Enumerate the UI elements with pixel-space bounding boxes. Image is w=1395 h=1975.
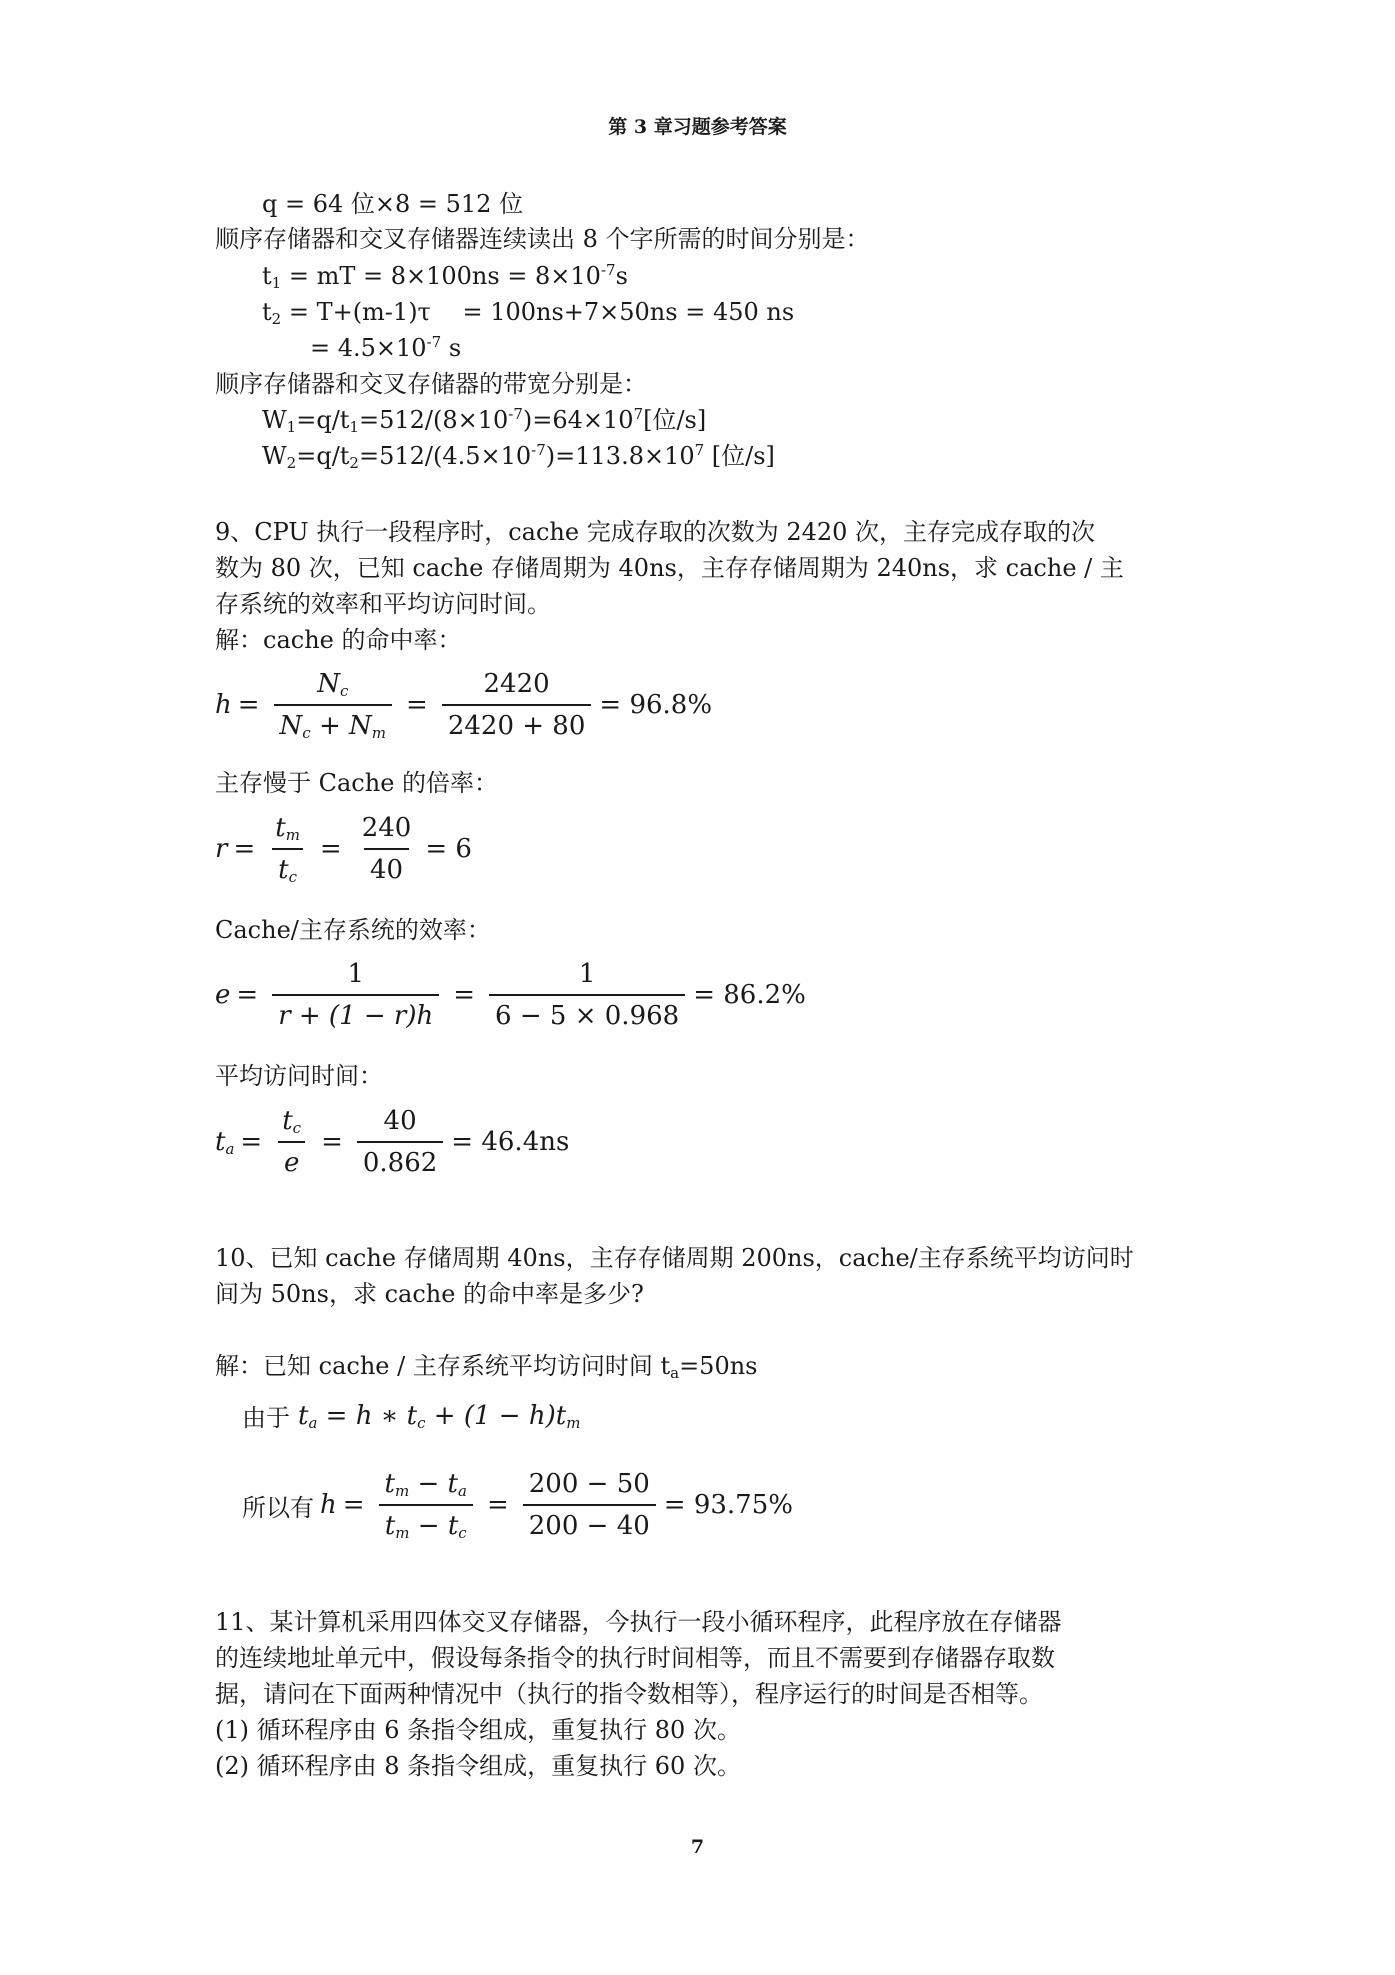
t2-formula: $t_2 = T+(m-1)\tau$ = 100ns+7×50ns = 450 ns xyxy=(262,298,795,328)
q9-solution-label: 解：cache 的命中率： xyxy=(215,626,462,654)
ratio-equation: r = $\frac{t_m}{t_c}$ = $\frac{240}{40}$ = 6 xyxy=(215,813,472,886)
q11-text-line1: 11、某计算机采用四体交叉存储器，今执行一段小循环程序，此程序放在存储器 xyxy=(215,1608,1062,1636)
q10-text-line1: 10、已知 cache 存储周期 40ns，主存存储周期 200ns，cache/主存系统平均访问时 xyxy=(215,1244,1134,1272)
avg-time-equation: $t_a$ = $\frac{t_c}{e}$ = $\frac{40}{0.862}$ = 46.4ns xyxy=(215,1106,570,1178)
q9-text-line3: 存系统的效率和平均访问时间。 xyxy=(215,590,551,618)
t2-result: = $4.5\times 10^{-7}$ s xyxy=(310,333,462,362)
t1-formula: $t_1$ = mT = $8\times 100ns = 8\times 10^{-7}s$ xyxy=(262,261,628,292)
q11-option-1: (1) 循环程序由 6 条指令组成，重复执行 80 次。 xyxy=(215,1716,741,1744)
q11-text-line2: 的连续地址单元中，假设每条指令的执行时间相等，而且不需要到存储器存取数 xyxy=(215,1644,1055,1672)
efficiency-label: Cache/主存系统的效率： xyxy=(215,916,491,944)
hit-rate-solution: 所以有 h = $\frac{t_m - t_a}{t_m - t_c}$ = $\frac{200 - 50}{200 - 40}$ = 93.75% xyxy=(242,1469,793,1542)
avg-time-label: 平均访问时间： xyxy=(215,1062,383,1090)
q9-text-line1: 9、CPU 执行一段程序时，cache 完成存取的次数为 2420 次，主存完成存取的次 xyxy=(215,518,1096,546)
page-number: 7 xyxy=(690,1836,705,1858)
ratio-label: 主存慢于 Cache 的倍率： xyxy=(215,769,499,797)
efficiency-equation: e = $\frac{1}{r + (1 - r)h}$ = $\frac{1}{6 - 5 \times 0.968}$ = 86.2% xyxy=(215,959,806,1031)
w2-formula: $W_2=q/t_2=512/(4.5\times 10^{-7})=113.8\times 10^7$ [位/s] xyxy=(262,441,775,472)
q-value: q = 64 位×8 = 512 位 xyxy=(262,190,524,218)
q11-option-2: (2) 循环程序由 8 条指令组成，重复执行 60 次。 xyxy=(215,1752,741,1780)
q9-text-line2: 数为 80 次，已知 cache 存储周期为 40ns，主存存储周期为 240ns，求 cache / 主 xyxy=(215,554,1124,582)
time-intro: 顺序存储器和交叉存储器连续读出 8 个字所需的时间分别是： xyxy=(215,225,870,253)
w1-formula: $W_1=q/t_1=512/(8\times 10^{-7})=64\times 10^7$[位/s] xyxy=(262,405,707,436)
bandwidth-intro: 顺序存储器和交叉存储器的带宽分别是： xyxy=(215,370,647,398)
chapter-header: 第 3 章习题参考答案 xyxy=(608,116,787,138)
avg-time-formula: 由于 $t_a = h$ ∗ $t_c + (1 - h)t_m$ xyxy=(242,1400,581,1432)
hit-rate-equation: h = $\frac{N_c}{N_c + N_m}$ = $\frac{2420}{2420 + 80}$ = 96.8% xyxy=(215,669,713,742)
q10-text-line2: 间为 50ns，求 cache 的命中率是多少? xyxy=(215,1280,644,1308)
q11-text-line3: 据，请问在下面两种情况中（执行的指令数相等），程序运行的时间是否相等。 xyxy=(215,1680,1043,1708)
q10-solution: 解：已知 cache / 主存系统平均访问时间 $t_a=50ns$ xyxy=(215,1352,758,1382)
